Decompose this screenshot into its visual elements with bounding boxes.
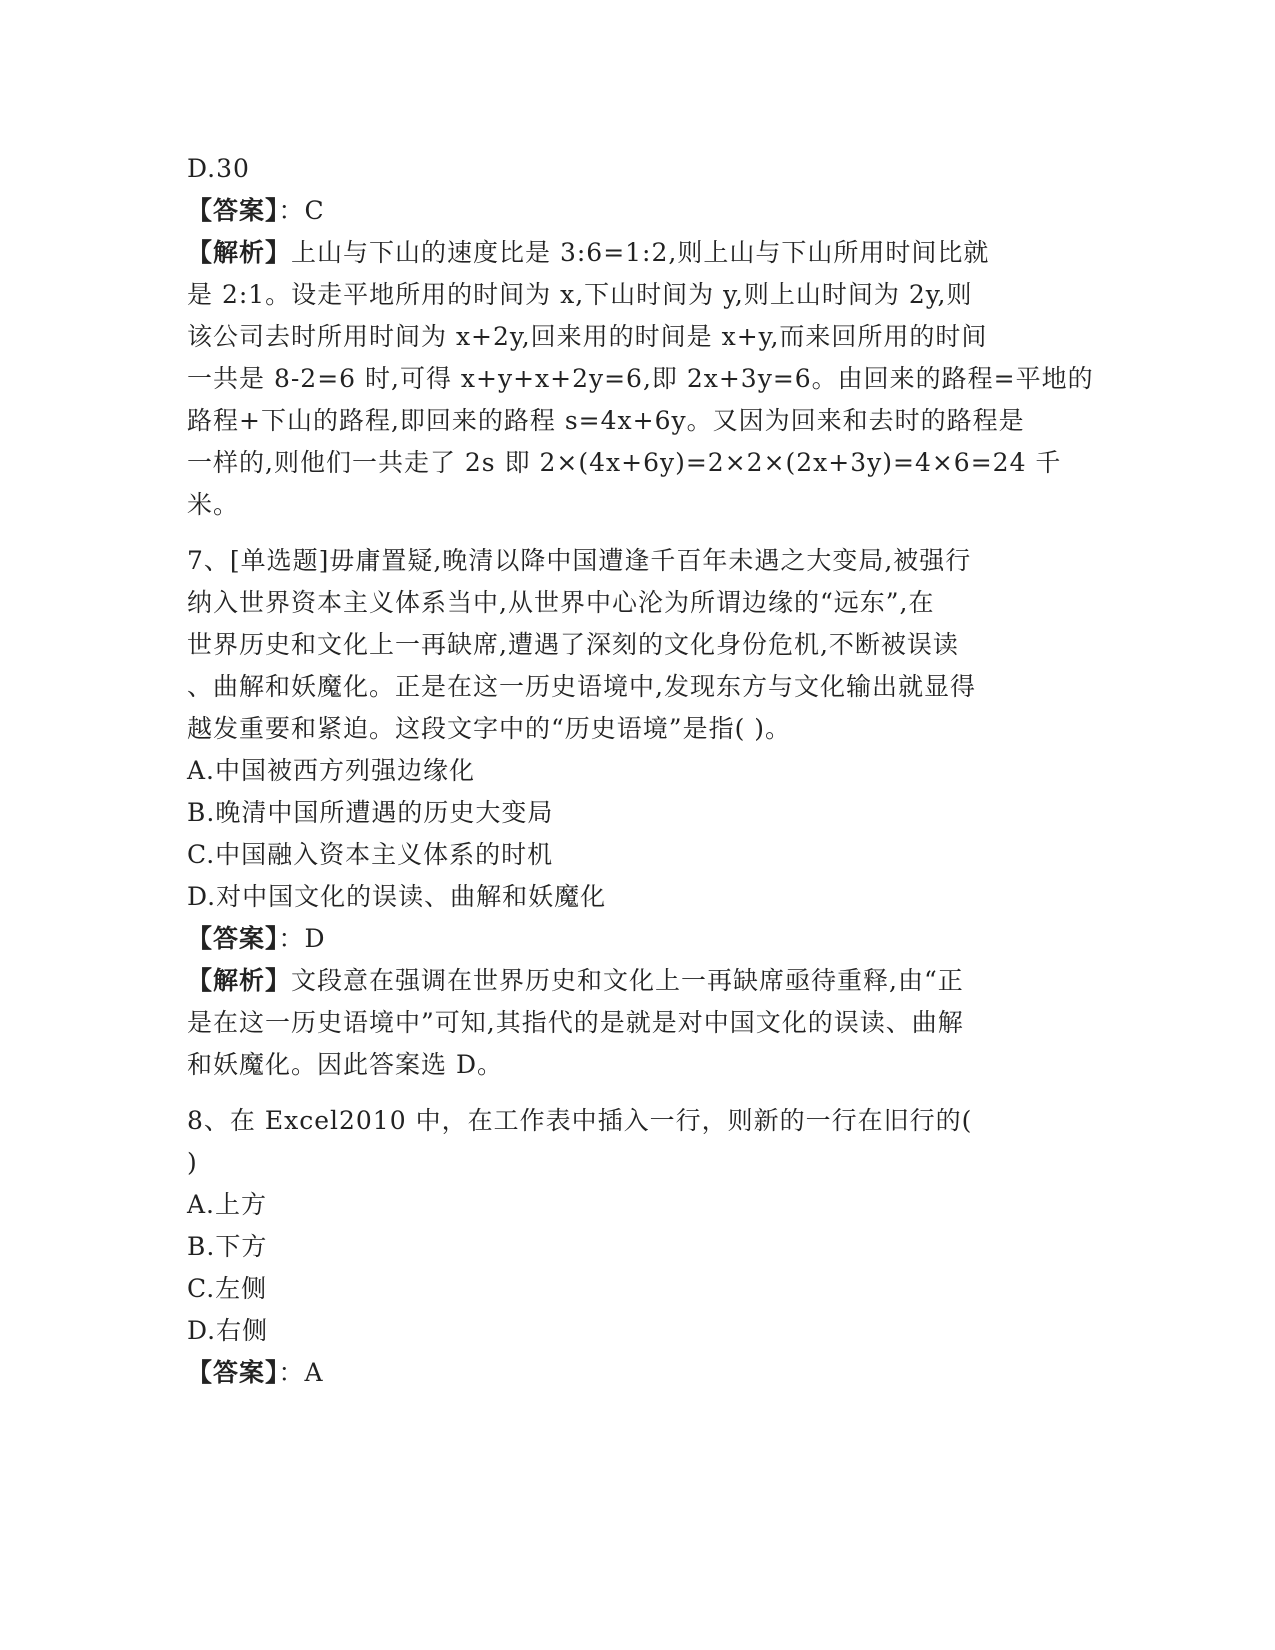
q6-analysis-line-5: 一样的,则他们一共走了 2s 即 2×(4x+6y)=2×2×(2x+3y)=4×6=24 千 (187, 448, 1062, 477)
answer-label: 【答案】 (187, 196, 279, 225)
q7-option-b: B.晚清中国所遭遇的历史大变局 (187, 798, 554, 827)
q6-analysis-line-3: 一共是 8-2=6 时,可得 x+y+x+2y=6,即 2x+3y=6。由回来的路程=平地的 (187, 364, 1094, 393)
q7-analysis-line-0 (187, 960, 1087, 1002)
q8-option-c: C.左侧 (187, 1274, 268, 1303)
q8-option-d: D.右侧 (187, 1316, 269, 1345)
q7-stem-line-2: 世界历史和文化上一再缺席,遭遇了深刻的文化身份危机,不断被误读 (187, 630, 959, 659)
q6-analysis-line-4: 路程+下山的路程,即回来的路程 s=4x+6y。又因为回来和去时的路程是 (187, 406, 1025, 435)
answer-separator: ： (278, 924, 305, 953)
q6-answer (187, 190, 1087, 232)
q8-answer (187, 1352, 1087, 1394)
q8-option-a: A.上方 (187, 1190, 268, 1219)
analysis-label: 【解析】 (187, 966, 292, 995)
q7-analysis-line-1: 是在这一历史语境中”可知,其指代的是就是对中国文化的误读、曲解 (187, 1008, 964, 1037)
q6-option-d: D.30 (187, 154, 250, 183)
analysis-label: 【解析】 (187, 238, 292, 267)
q7-option-a: A.中国被西方列强边缘化 (187, 756, 476, 785)
q8-stem-line-1: ) (187, 1148, 198, 1177)
answer-label: 【答案】 (187, 924, 279, 953)
q6-analysis-line-6: 米。 (187, 490, 240, 519)
q6-analysis-line-2: 该公司去时所用时间为 x+2y,回来用的时间是 x+y,而来回所用的时间 (187, 322, 988, 351)
answer-value: A (304, 1358, 324, 1387)
q7-option-c: C.中国融入资本主义体系的时机 (187, 840, 554, 869)
q7-stem-line-4: 越发重要和紧迫。这段文字中的“历史语境”是指( )。 (187, 714, 792, 743)
answer-separator: ： (278, 1358, 305, 1387)
answer-label: 【答案】 (187, 1358, 279, 1387)
section-gap (187, 526, 1087, 540)
answer-separator: ： (278, 196, 305, 225)
q7-analysis-line-2: 和妖魔化。因此答案选 D。 (187, 1050, 503, 1079)
q7-answer (187, 918, 1087, 960)
q7-stem-line-3: 、曲解和妖魔化。正是在这一历史语境中,发现东方与文化输出就显得 (187, 672, 976, 701)
document-content (187, 148, 1094, 1394)
q6-analysis-line-1: 是 2:1。设走平地所用的时间为 x,下山时间为 y,则上山时间为 2y,则 (187, 280, 973, 309)
q6-analysis-line-0 (187, 232, 1087, 274)
section-gap (187, 1086, 1087, 1100)
q8-option-b: B.下方 (187, 1232, 268, 1261)
answer-value: C (304, 196, 325, 225)
q7-option-d: D.对中国文化的误读、曲解和妖魔化 (187, 882, 607, 911)
q7-stem-line-1: 纳入世界资本主义体系当中,从世界中心沦为所谓边缘的“远东”,在 (187, 588, 935, 617)
answer-value: D (304, 924, 326, 953)
analysis-text: 上山与下山的速度比是 3:6=1:2,则上山与下山所用时间比就 (291, 238, 990, 267)
q8-stem-line-0: 8、在 Excel2010 中，在工作表中插入一行，则新的一行在旧行的( (187, 1106, 973, 1135)
q7-stem-line-0: 7、[单选题]毋庸置疑,晚清以降中国遭逢千百年未遇之大变局,被强行 (187, 546, 972, 575)
analysis-text: 文段意在强调在世界历史和文化上一再缺席亟待重释,由“正 (291, 966, 964, 995)
